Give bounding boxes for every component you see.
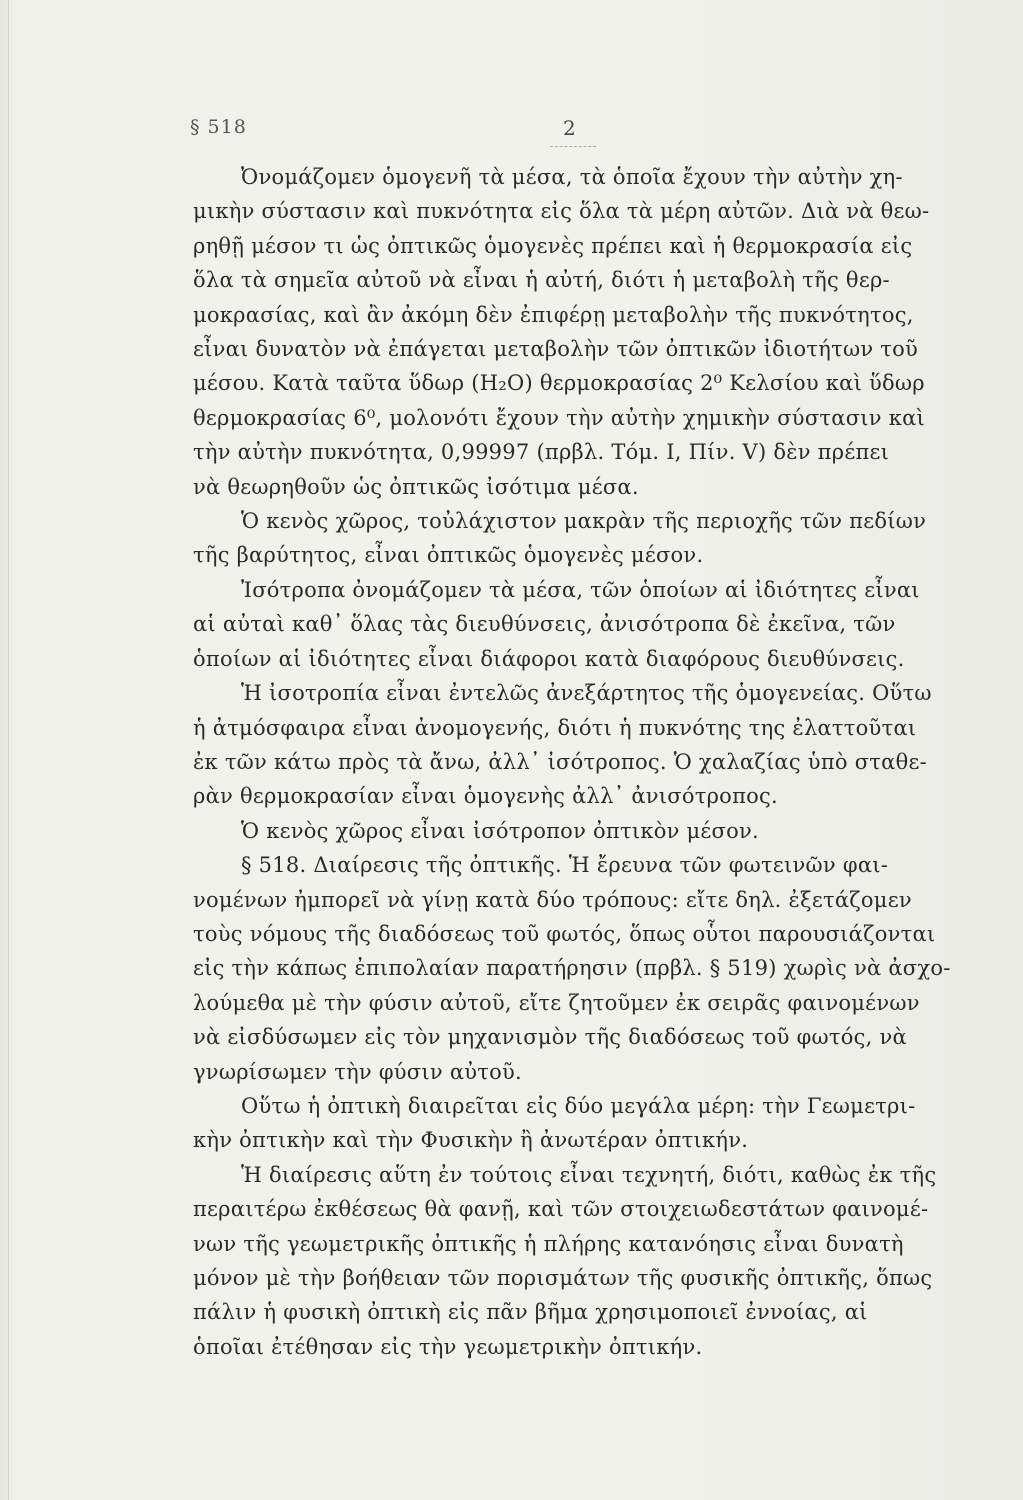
text-line: τὴν αὐτὴν πυκνότητα, 0,99997 (πρβλ. Τόμ. I, Πίν. V) δὲν πρέπει (193, 440, 890, 465)
page-number-rule (550, 146, 596, 147)
text-line: Ὁ κενὸς χῶρος, τοὐλάχιστον μακρὰν τῆς περιοχῆς τῶν πεδίων (241, 509, 927, 534)
text-line: κὴν ὀπτικὴν καὶ τὴν Φυσικὴν ἢ ἀνωτέραν ὀπτικήν. (193, 1128, 749, 1153)
text-line: νομένων ἠμπορεῖ νὰ γίνῃ κατὰ δύο τρόπους: εἴτε δηλ. ἐξετάζομεν (193, 887, 912, 912)
text-line: αἱ αὐταὶ καθ᾿ ὅλας τὰς διευθύνσεις, ἀνισότροπα δὲ ἐκεῖνα, τῶν (193, 612, 896, 637)
text-line: Ἡ ἰσοτροπία εἶναι ἐντελῶς ἀνεξάρτητος τῆς ὁμογενείας. Οὕτω (241, 681, 932, 706)
section-reference: § 518 (190, 116, 247, 138)
paragraph (193, 814, 983, 848)
paragraph (193, 676, 983, 814)
text-line: τοὺς νόμους τῆς διαδόσεως τοῦ φωτός, ὅπως οὗτοι παρουσιάζονται (193, 921, 936, 946)
paragraph (193, 573, 983, 676)
text-line: τῆς βαρύτητος, εἶναι ὀπτικῶς ὁμογενὲς μέσον. (193, 543, 704, 568)
text-line: μοκρασίας, καὶ ἂν ἀκόμη δὲν ἐπιφέρῃ μεταβολὴν τῆς πυκνότητος, (193, 302, 914, 327)
text-line: Ὀνομάζομεν ὁμογενῆ τὰ μέσα, τὰ ὁποῖα ἔχουν τὴν αὐτὴν χη- (241, 165, 903, 189)
text-line: § 518. Διαίρεσις τῆς ὀπτικῆς. Ἡ ἔρευνα τῶν φωτεινῶν φαι- (241, 853, 889, 878)
text-line: Οὕτω ἡ ὀπτικὴ διαιρεῖται εἰς δύο μεγάλα μέρη: τὴν Γεωμετρι- (241, 1093, 916, 1118)
text-line: μόνον μὲ τὴν βοήθειαν τῶν πορισμάτων τῆς φυσικῆς ὀπτικῆς, ὅπως (193, 1266, 933, 1290)
text-line: ὁποίων αἱ ἰδιότητες εἶναι διάφοροι κατὰ διαφόρους διευθύνσεις. (193, 646, 905, 671)
text-line: νων τῆς γεωμετρικῆς ὀπτικῆς ἡ πλήρης κατανόησις εἶναι δυνατὴ (193, 1231, 904, 1256)
paragraph (193, 504, 983, 573)
paragraph (193, 1089, 983, 1158)
text-line: εἰς τὴν κάπως ἐπιπολαίαν παρατήρησιν (πρβλ. § 519) χωρὶς νὰ ἀσχο- (193, 956, 951, 981)
page-number: 2 (563, 116, 576, 140)
text-line: Ἡ διαίρεσις αὕτη ἐν τούτοις εἶναι τεχνητή, διότι, καθὼς ἐκ τῆς (241, 1162, 937, 1187)
body-text (193, 160, 983, 1364)
scan-page-edge (8, 0, 9, 1500)
page-header (190, 116, 810, 156)
text-line: νὰ εἰσδύσωμεν εἰς τὸν μηχανισμὸν τῆς διαδόσεως τοῦ φωτός, νὰ (193, 1025, 907, 1050)
text-line: ρὰν θερμοκρασίαν εἶναι ὁμογενὴς ἀλλ᾿ ἀνισότροπος. (193, 784, 778, 809)
text-line: λούμεθα μὲ τὴν φύσιν αὐτοῦ, εἴτε ζητοῦμεν ἐκ σειρᾶς φαινομένων (193, 990, 920, 1015)
text-line: εἶναι δυνατὸν νὰ ἐπάγεται μεταβολὴν τῶν ὀπτικῶν ἰδιοτήτων τοῦ (193, 337, 919, 362)
text-line: Ἰσότροπα ὀνομάζομεν τὰ μέσα, τῶν ὁποίων αἱ ἰδιότητες εἶναι (241, 577, 920, 602)
text-line: μέσου. Κατὰ ταῦτα ὕδωρ (H₂O) θερμοκρασίας 2⁰ Κελσίου καὶ ὕδωρ (193, 371, 925, 396)
text-line: Ὁ κενὸς χῶρος εἶναι ἰσότροπον ὀπτικὸν μέσον. (241, 818, 759, 843)
text-line: ρηθῇ μέσον τι ὡς ὀπτικῶς ὁμογενὲς πρέπει καὶ ἡ θερμοκρασία εἰς (193, 233, 913, 258)
text-line: περαιτέρω ἐκθέσεως θὰ φανῇ, καὶ τῶν στοιχειωδεστάτων φαινομέ- (193, 1197, 929, 1222)
text-line: ὁποῖαι ἐτέθησαν εἰς τὴν γεωμετρικὴν ὀπτικήν. (193, 1334, 703, 1359)
text-line: πάλιν ἡ φυσικὴ ὀπτικὴ εἰς πᾶν βῆμα χρησιμοποιεῖ ἐννοίας, αἱ (193, 1300, 868, 1325)
text-line: ἐκ τῶν κάτω πρὸς τὰ ἄνω, ἀλλ᾿ ἰσότροπος. Ὁ χαλαζίας ὑπὸ σταθε- (193, 749, 927, 774)
text-line: ἡ ἀτμόσφαιρα εἶναι ἀνομογενής, διότι ἡ πυκνότης της ἐλαττοῦται (193, 715, 917, 740)
paragraph (193, 1158, 983, 1364)
text-line: θερμοκρασίας 6⁰, μολονότι ἔχουν τὴν αὐτὴν χημικὴν σύστασιν καὶ (193, 405, 926, 430)
paragraph (193, 848, 983, 1089)
text-line: ὅλα τὰ σημεῖα αὐτοῦ νὰ εἶναι ἡ αὐτή, διότι ἡ μεταβολὴ τῆς θερ- (193, 268, 890, 293)
text-line: νὰ θεωρηθοῦν ὡς ὀπτικῶς ἰσότιμα μέσα. (193, 474, 639, 499)
text-line: μικὴν σύστασιν καὶ πυκνότητα εἰς ὅλα τὰ μέρη αὐτῶν. Διὰ νὰ θεω- (193, 199, 930, 224)
paragraph (193, 160, 983, 504)
text-line: γνωρίσωμεν τὴν φύσιν αὐτοῦ. (193, 1059, 522, 1084)
